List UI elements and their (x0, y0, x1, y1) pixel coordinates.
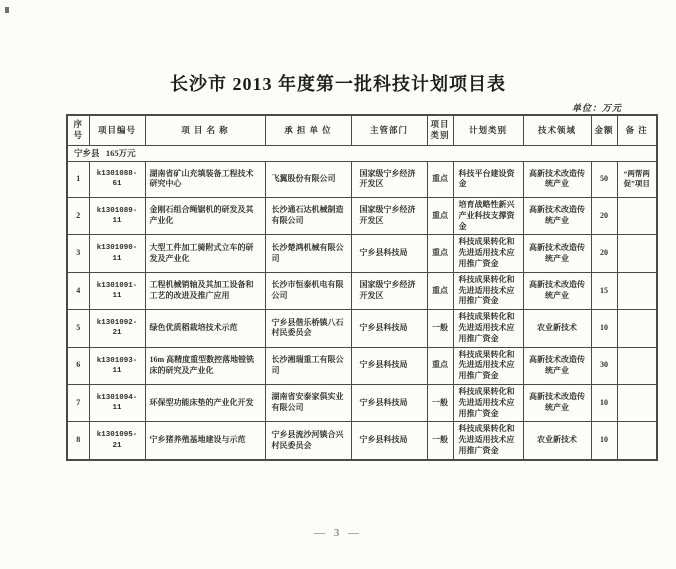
cell-category: 一般 (427, 422, 453, 460)
col-header-amount: 金额 (591, 115, 617, 145)
header-row (67, 115, 657, 145)
col-header-category: 项目类别 (427, 115, 453, 145)
cell-dept: 宁乡县科技局 (351, 422, 427, 460)
cell-seq: 3 (67, 235, 89, 272)
cell-remark (617, 347, 657, 384)
cell-amount: 50 (591, 161, 617, 197)
cell-seq: 2 (67, 197, 89, 234)
cell-code: k1301088-61 (89, 161, 145, 197)
unit-note: 单位：万元 (571, 103, 622, 113)
cell-category: 重点 (427, 347, 453, 384)
table-row (67, 310, 657, 347)
table-row (67, 347, 657, 384)
cell-code: k1301094-11 (89, 384, 145, 421)
cell-dept: 国家级宁乡经济开发区 (351, 197, 427, 234)
cell-unit: 宁乡县流沙河镇合兴村民委员会 (265, 422, 351, 460)
cell-amount: 10 (591, 422, 617, 460)
cell-field: 高新技术改造传统产业 (523, 347, 591, 384)
cell-field: 高新技术改造传统产业 (523, 197, 591, 234)
page-title: 长沙市 2013 年度第一批科技计划项目表 (170, 74, 506, 94)
cell-category: 一般 (427, 310, 453, 347)
cell-unit: 飞翼股份有限公司 (265, 161, 351, 197)
cell-plan: 科技平台建设资金 (453, 161, 523, 197)
cell-name: 工程机械销轴及其加工设备和工艺的改进及推广应用 (145, 272, 265, 309)
cell-unit: 长沙通石达机械制造有限公司 (265, 197, 351, 234)
table-body (67, 161, 657, 459)
cell-remark (617, 310, 657, 347)
cell-seq: 5 (67, 310, 89, 347)
table-row (67, 161, 657, 197)
cell-category: 重点 (427, 235, 453, 272)
cell-remark (617, 422, 657, 460)
col-header-seq: 序号 (67, 115, 89, 145)
cell-name: 绿色优质稻栽培技术示范 (145, 310, 265, 347)
cell-dept: 国家级宁乡经济开发区 (351, 272, 427, 309)
cell-seq: 7 (67, 384, 89, 421)
cell-dept: 宁乡县科技局 (351, 235, 427, 272)
cell-seq: 8 (67, 422, 89, 460)
cell-category: 重点 (427, 161, 453, 197)
cell-name: 16m 高精度重型数控落地镗铣床的研究及产业化 (145, 347, 265, 384)
table-row (67, 422, 657, 460)
cell-field: 高新技术改造传统产业 (523, 161, 591, 197)
cell-amount: 20 (591, 197, 617, 234)
col-header-plan: 计划类别 (453, 115, 523, 145)
cell-plan: 科技成果转化和先进适用技术应用推广资金 (453, 384, 523, 421)
cell-seq: 6 (67, 347, 89, 384)
cell-code: k1301092-21 (89, 310, 145, 347)
table-row (67, 235, 657, 272)
cell-field: 农业新技术 (523, 310, 591, 347)
cell-unit: 宁乡县偕乐桥镇八石村民委员会 (265, 310, 351, 347)
col-header-unit: 承 担 单 位 (265, 115, 351, 145)
page-number: — 3 — (314, 527, 362, 539)
cell-seq: 1 (67, 161, 89, 197)
cell-amount: 15 (591, 272, 617, 309)
cell-code: k1301089-11 (89, 197, 145, 234)
cell-name: 环保型功能床垫的产业化开发 (145, 384, 265, 421)
cell-amount: 10 (591, 384, 617, 421)
cell-unit: 长沙湘瑞重工有限公司 (265, 347, 351, 384)
table-header (67, 115, 657, 145)
table-row (67, 384, 657, 421)
cell-code: k1301095-21 (89, 422, 145, 460)
group-row-ningxiang (67, 145, 657, 161)
cell-seq: 4 (67, 272, 89, 309)
cell-field: 高新技术改造传统产业 (523, 384, 591, 421)
cell-remark (617, 197, 657, 234)
cell-code: k1301093-11 (89, 347, 145, 384)
cell-plan: 科技成果转化和先进适用技术应用推广资金 (453, 347, 523, 384)
cell-unit: 长沙楚鸿机械有限公司 (265, 235, 351, 272)
col-header-name: 项 目 名 称 (145, 115, 265, 145)
cell-name: 金刚石组合绳锯机的研发及其产业化 (145, 197, 265, 234)
cell-field: 高新技术改造传统产业 (523, 235, 591, 272)
cell-amount: 20 (591, 235, 617, 272)
cell-dept: 宁乡县科技局 (351, 384, 427, 421)
cell-category: 一般 (427, 384, 453, 421)
col-header-field: 技术领域 (523, 115, 591, 145)
cell-remark: “两帮两促”项目 (617, 161, 657, 197)
col-header-remark: 备 注 (617, 115, 657, 145)
cell-category: 重点 (427, 197, 453, 234)
cell-name: 湖南省矿山充填装备工程技术研究中心 (145, 161, 265, 197)
cell-plan: 科技成果转化和先进适用技术应用推广资金 (453, 272, 523, 309)
cell-amount: 30 (591, 347, 617, 384)
cell-dept: 宁乡县科技局 (351, 347, 427, 384)
table-row (67, 272, 657, 309)
cell-dept: 国家级宁乡经济开发区 (351, 161, 427, 197)
cell-plan: 科技成果转化和先进适用技术应用推广资金 (453, 235, 523, 272)
project-table (66, 114, 658, 461)
cell-code: k1301091-11 (89, 272, 145, 309)
table-row (67, 197, 657, 234)
cell-plan: 科技成果转化和先进适用技术应用推广资金 (453, 310, 523, 347)
cell-category: 重点 (427, 272, 453, 309)
col-header-code: 项目编号 (89, 115, 145, 145)
cell-amount: 10 (591, 310, 617, 347)
cell-unit: 长沙市恒泰机电有限公司 (265, 272, 351, 309)
scan-artifact-speck (5, 7, 9, 13)
cell-dept: 宁乡县科技局 (351, 310, 427, 347)
cell-field: 高新技术改造传统产业 (523, 272, 591, 309)
cell-remark (617, 384, 657, 421)
cell-code: k1301090-11 (89, 235, 145, 272)
cell-remark (617, 235, 657, 272)
cell-plan: 培育战略性新兴产业科技支撑资金 (453, 197, 523, 234)
cell-name: 大型工件加工骑附式立车的研发及产业化 (145, 235, 265, 272)
group-label: 宁乡县 165万元 (67, 145, 657, 161)
cell-remark (617, 272, 657, 309)
cell-plan: 科技成果转化和先进适用技术应用推广资金 (453, 422, 523, 460)
cell-name: 宁乡猪养殖基地建设与示范 (145, 422, 265, 460)
cell-field: 农业新技术 (523, 422, 591, 460)
col-header-dept: 主管部门 (351, 115, 427, 145)
cell-unit: 湖南省安泰家俱实业有限公司 (265, 384, 351, 421)
